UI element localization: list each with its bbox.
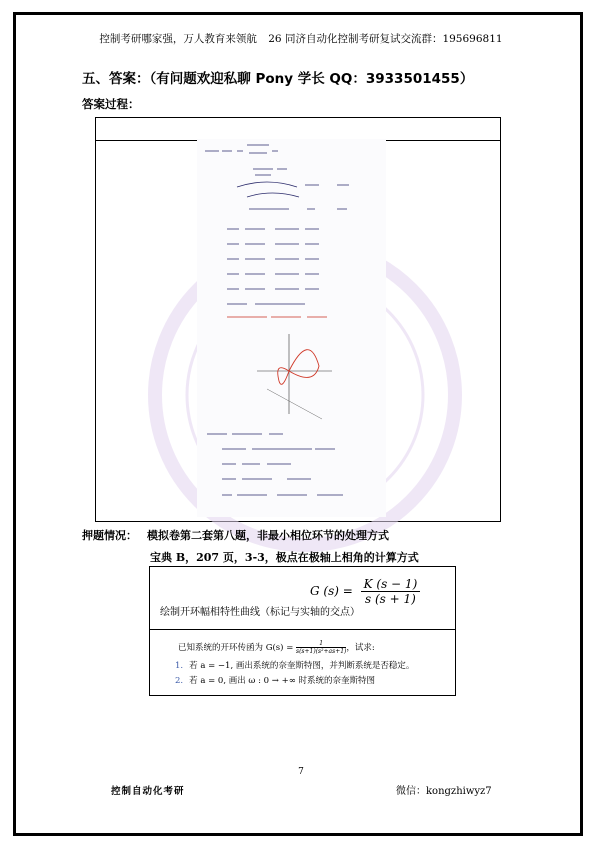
answer-process-label: 答案过程：	[82, 97, 140, 111]
baodian-reference: 宝典 B，207 页，3-3，极点在极轴上相角的计算方式	[150, 551, 419, 564]
answer-section-title	[82, 67, 473, 87]
question-1-number: 1.	[175, 661, 184, 671]
transfer-function-formula	[310, 577, 420, 606]
intro-fraction	[296, 640, 346, 655]
contact-note: （有问题欢迎私聊 Pony 学长 QQ：3933501455）	[149, 71, 474, 87]
question-2-text: 若 a = 0, 画出 ω : 0 → +∞ 时系统的奈奎斯特图	[189, 676, 375, 686]
prediction-text: 模拟卷第二套第八题，非最小相位环节的处理方式	[147, 529, 389, 542]
formula-fraction	[361, 577, 421, 606]
intro-suffix: ，试求:	[346, 643, 375, 653]
handwritten-solution-image	[197, 139, 386, 517]
problem-divider	[150, 629, 455, 630]
intro-text: 已知系统的开环传函为 G(s) =	[178, 643, 294, 653]
intro-numerator: 1	[296, 640, 346, 648]
prediction-line	[82, 527, 389, 543]
problem-instruction: 绘制开环幅相特性曲线（标记与实轴的交点）	[160, 607, 360, 618]
question-2-number: 2.	[175, 676, 184, 686]
question-1-text: 若 a = −1, 画出系统的奈奎斯特图，并判断系统是否稳定。	[189, 661, 415, 671]
question-intro	[178, 640, 375, 655]
page-header	[0, 31, 602, 46]
problem-box	[149, 566, 456, 696]
footer-wechat: 微信：kongzhiwyz7	[396, 786, 492, 797]
question-2	[175, 674, 375, 686]
formula-numerator: K (s − 1)	[361, 577, 421, 592]
header-group-info: 26 同济自动化控制考研复试交流群：195696811	[268, 33, 503, 45]
header-slogan: 控制考研哪家强，万人教育来领航	[99, 33, 257, 45]
prediction-label: 押题情况：	[82, 529, 137, 542]
footer-left-label: 控制自动化考研	[111, 786, 185, 797]
page-number: 7	[298, 767, 304, 777]
answer-heading: 五、答案：	[82, 71, 150, 87]
intro-denominator: s(s+1)(s²+as+1)	[296, 648, 347, 655]
formula-denominator: s (s + 1)	[365, 592, 416, 606]
question-1	[175, 659, 414, 671]
formula-lhs: G (s) =	[310, 584, 353, 598]
